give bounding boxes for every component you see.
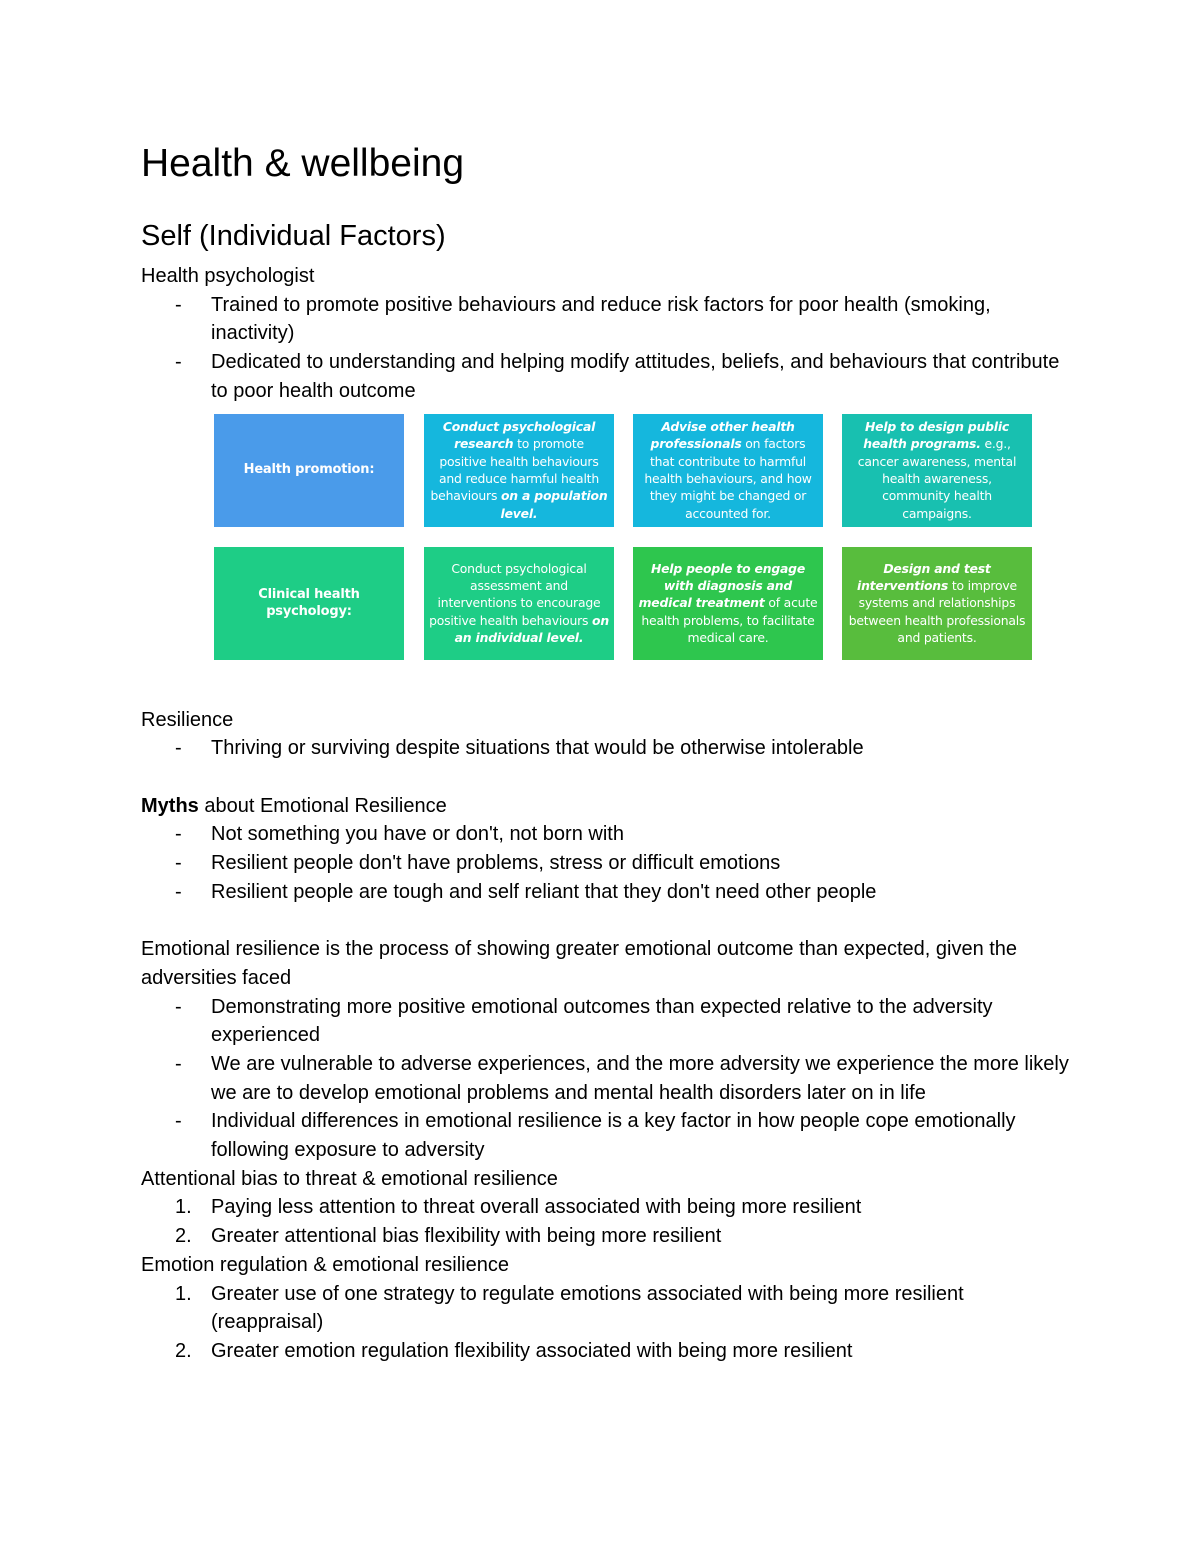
- dash-marker: -: [175, 823, 182, 846]
- spacer: [141, 763, 1071, 792]
- attentional-bias-heading: Attentional bias to threat & emotional resilience: [141, 1167, 558, 1190]
- clinical-interventions-cell: Design and test interventions to improve systems and relationships between health professionals and patients.: [842, 547, 1032, 660]
- list-item: 2. Greater attentional bias flexibility with being more resilient: [141, 1222, 1071, 1251]
- list-item: - Not something you have or don't, not born with: [141, 820, 1071, 849]
- list-item: - We are vulnerable to adverse experiences, and the more adversity we experience the more likely we are to develop emotional problems and mental health disorders later on in life: [141, 1050, 1071, 1107]
- clinical-engage-cell: Help people to engage with diagnosis and medical treatment of acute health problems, to facilitate medical care.: [633, 547, 823, 660]
- emotion-regulation-heading: Emotion regulation & emotional resilience: [141, 1253, 509, 1276]
- dash-marker: -: [175, 995, 182, 1018]
- section-heading: Self (Individual Factors): [141, 220, 446, 252]
- myths-heading: Myths about Emotional Resilience: [141, 794, 447, 817]
- emotional-resilience-intro: Emotional resilience is the process of showing greater emotional outcome than expected, given the adversities faced: [141, 938, 1018, 989]
- spacer: [141, 906, 1071, 935]
- health-promotion-programs-cell: Help to design public health programs. e.g., cancer awareness, mental health awareness, community health campaigns.: [842, 414, 1032, 527]
- number-marker: 2.: [175, 1225, 192, 1248]
- emotion-regulation-list: [141, 1280, 1071, 1366]
- health-promotion-advise-cell: Advise other health professionals on factors that contribute to harmful health behaviours, and how they might be changed or accounted for.: [633, 414, 823, 527]
- health-promotion-label: Health promotion:: [214, 414, 404, 527]
- list-item: - Resilient people are tough and self reliant that they don't need other people: [141, 878, 1071, 907]
- list-item: - Resilient people don't have problems, stress or difficult emotions: [141, 849, 1071, 878]
- emotional-resilience-list: [141, 993, 1071, 1165]
- spacer: [141, 664, 1071, 706]
- dash-marker: -: [175, 737, 182, 760]
- list-item: - Trained to promote positive behaviours and reduce risk factors for poor health (smoking, inactivity): [141, 291, 1071, 348]
- resilience-list: [141, 734, 1071, 763]
- dash-marker: -: [175, 1052, 182, 1075]
- clinical-assessment-cell: Conduct psychological assessment and interventions to encourage positive health behaviours on an individual level.: [424, 547, 614, 660]
- health-promotion-research-cell: Conduct psychological research to promote positive health behaviours and reduce harmful health behaviours on a population level.: [424, 414, 614, 527]
- attentional-bias-list: [141, 1193, 1071, 1250]
- health-psychology-roles-figure: [214, 414, 1034, 664]
- number-marker: 1.: [175, 1282, 192, 1305]
- dash-marker: -: [175, 351, 182, 374]
- number-marker: 2.: [175, 1339, 192, 1362]
- dash-marker: -: [175, 852, 182, 875]
- dash-marker: -: [175, 1110, 182, 1133]
- list-item: 2. Greater emotion regulation flexibility associated with being more resilient: [141, 1337, 1071, 1366]
- myths-list: [141, 820, 1071, 906]
- dash-marker: -: [175, 880, 182, 903]
- page-title: Health & wellbeing: [141, 142, 465, 185]
- clinical-health-psychology-label: Clinical health psychology:: [214, 547, 404, 660]
- list-item: 1. Greater use of one strategy to regulate emotions associated with being more resilient (reappraisal): [141, 1280, 1071, 1337]
- health-psychologist-list: [141, 291, 1071, 406]
- document-page: [141, 140, 1071, 1366]
- number-marker: 1.: [175, 1196, 192, 1219]
- list-item: - Thriving or surviving despite situations that would be otherwise intolerable: [141, 734, 1071, 763]
- health-psychologist-heading: Health psychologist: [141, 265, 315, 287]
- list-item: - Demonstrating more positive emotional outcomes than expected relative to the adversity experienced: [141, 993, 1071, 1050]
- list-item: - Individual differences in emotional resilience is a key factor in how people cope emotionally following exposure to adversity: [141, 1107, 1071, 1164]
- dash-marker: -: [175, 293, 182, 316]
- list-item: - Dedicated to understanding and helping modify attitudes, beliefs, and behaviours that contribute to poor health outcome: [141, 348, 1071, 405]
- list-item: 1. Paying less attention to threat overall associated with being more resilient: [141, 1193, 1071, 1222]
- resilience-heading: Resilience: [141, 708, 234, 731]
